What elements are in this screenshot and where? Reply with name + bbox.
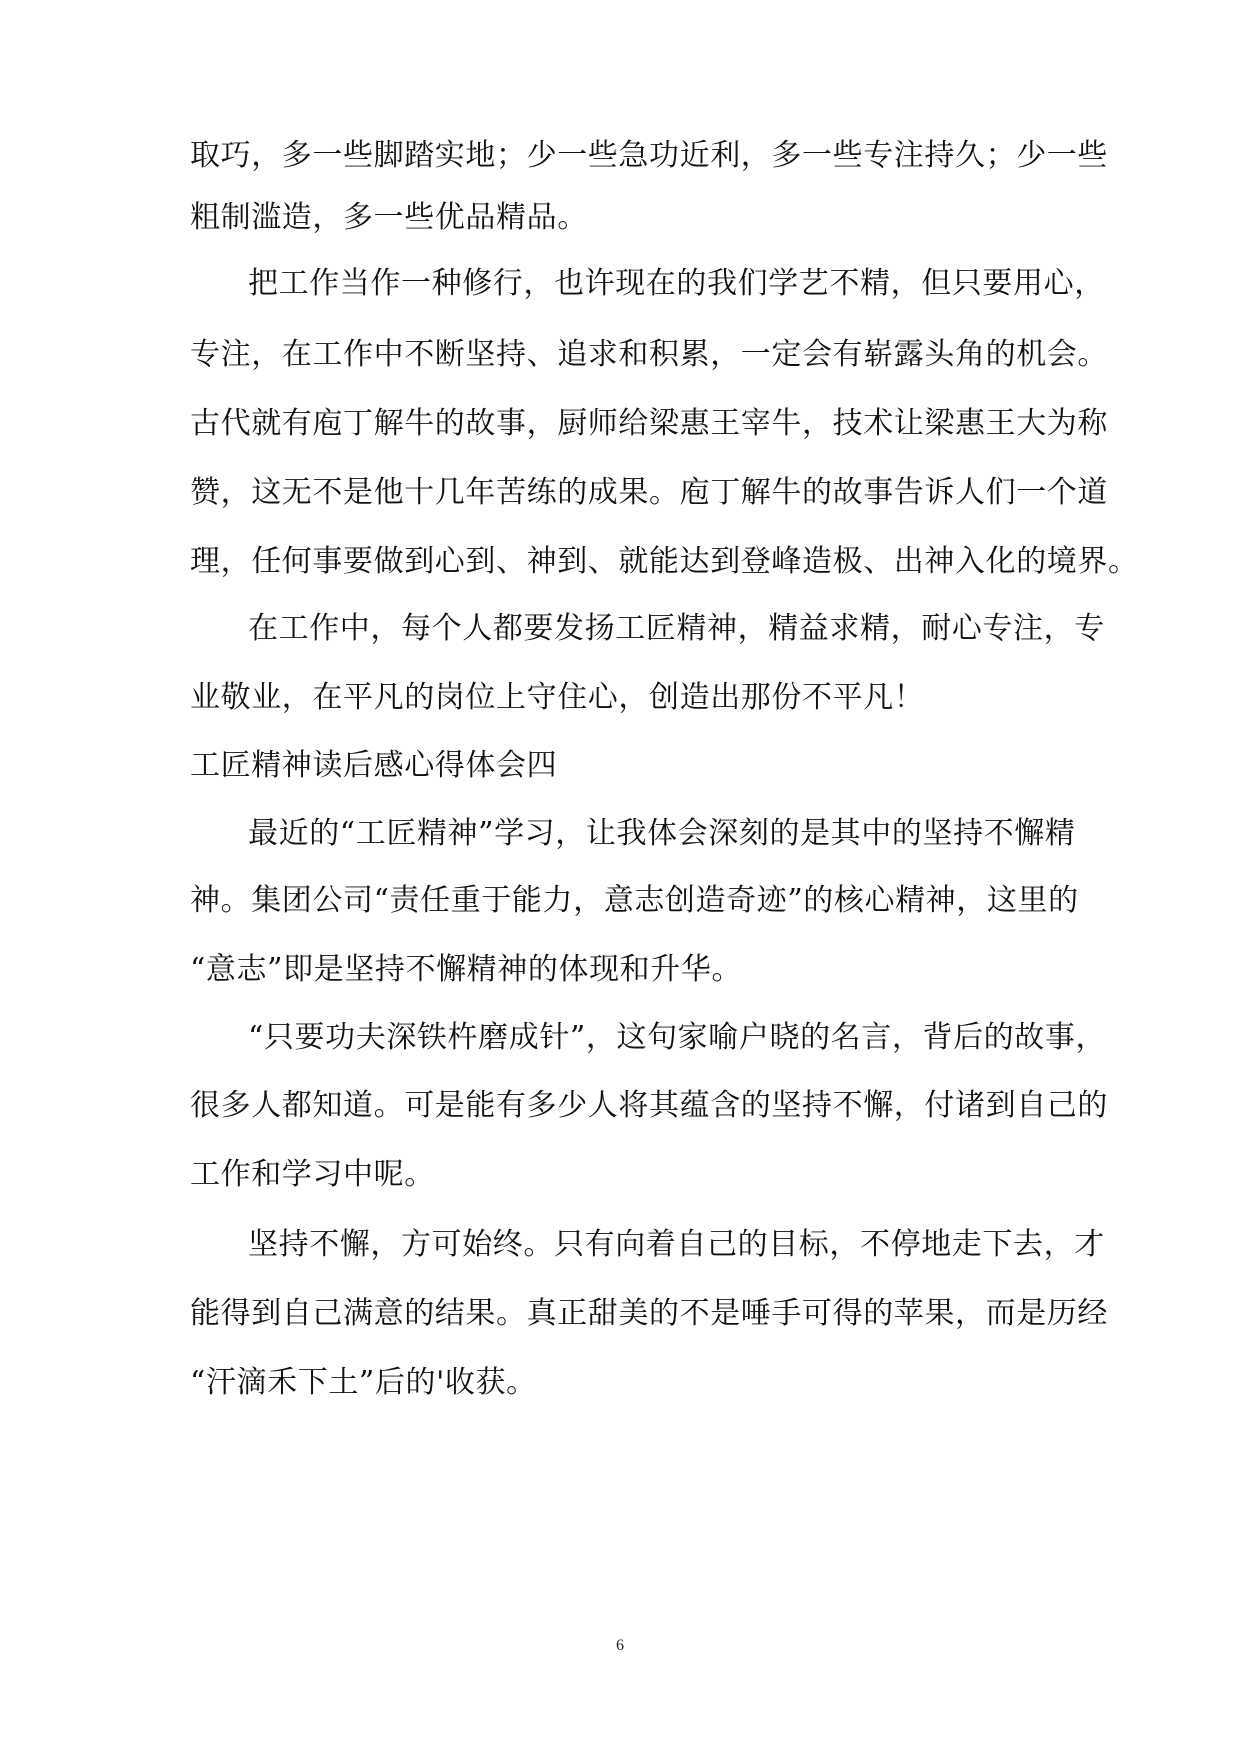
text-line-1: 取巧，多一些脚踏实地；少一些急功近利，多一些专注持久；少一些 — [190, 138, 1108, 173]
text-line-15: 很多人都知道。可是能有多少人将其蕴含的坚持不懈，付诸到自己的 — [190, 1088, 1108, 1123]
text-line-7: 理，任何事要做到心到、神到、就能达到登峰造极、出神入化的境界。 — [190, 544, 1139, 579]
text-line-11: 最近的“工匠精神”学习，让我体会深刻的是其中的坚持不懈精 — [248, 816, 1076, 851]
text-line-16: 工作和学习中呢。 — [190, 1157, 435, 1192]
text-line-9: 业敬业，在平凡的岗位上守住心，创造出那份不平凡！ — [190, 680, 925, 715]
text-line-13: “意志”即是坚持不懈精神的体现和升华。 — [190, 952, 743, 987]
text-line-19: “汗滴禾下土”后的'收获。 — [190, 1365, 537, 1400]
text-line-2: 粗制滥造，多一些优品精品。 — [190, 200, 588, 235]
text-line-5: 古代就有庖丁解牛的故事，厨师给梁惠王宰牛，技术让梁惠王大为称 — [190, 406, 1108, 441]
text-line-12: 神。集团公司“责任重于能力，意志创造奇迹”的核心精神，这里的 — [190, 883, 1079, 918]
text-line-4: 专注，在工作中不断坚持、追求和积累，一定会有崭露头角的机会。 — [190, 337, 1108, 372]
text-line-14: “只要功夫深铁杵磨成针”，这句家喻户晓的名言，背后的故事， — [248, 1020, 1107, 1055]
text-line-18: 能得到自己满意的结果。真正甜美的不是唾手可得的苹果，而是历经 — [190, 1296, 1108, 1331]
text-line-3: 把工作当作一种修行，也许现在的我们学艺不精，但只要用心， — [248, 266, 1105, 301]
text-line-17: 坚持不懈，方可始终。只有向着自己的目标，不停地走下去，才 — [248, 1227, 1105, 1262]
text-line-8: 在工作中，每个人都要发扬工匠精神，精益求精，耐心专注，专 — [248, 611, 1105, 646]
text-line-6: 赞，这无不是他十几年苦练的成果。庖丁解牛的故事告诉人们一个道 — [190, 475, 1108, 510]
section-heading: 工匠精神读后感心得体会四 — [190, 748, 558, 783]
page-number: 6 — [616, 1637, 624, 1654]
